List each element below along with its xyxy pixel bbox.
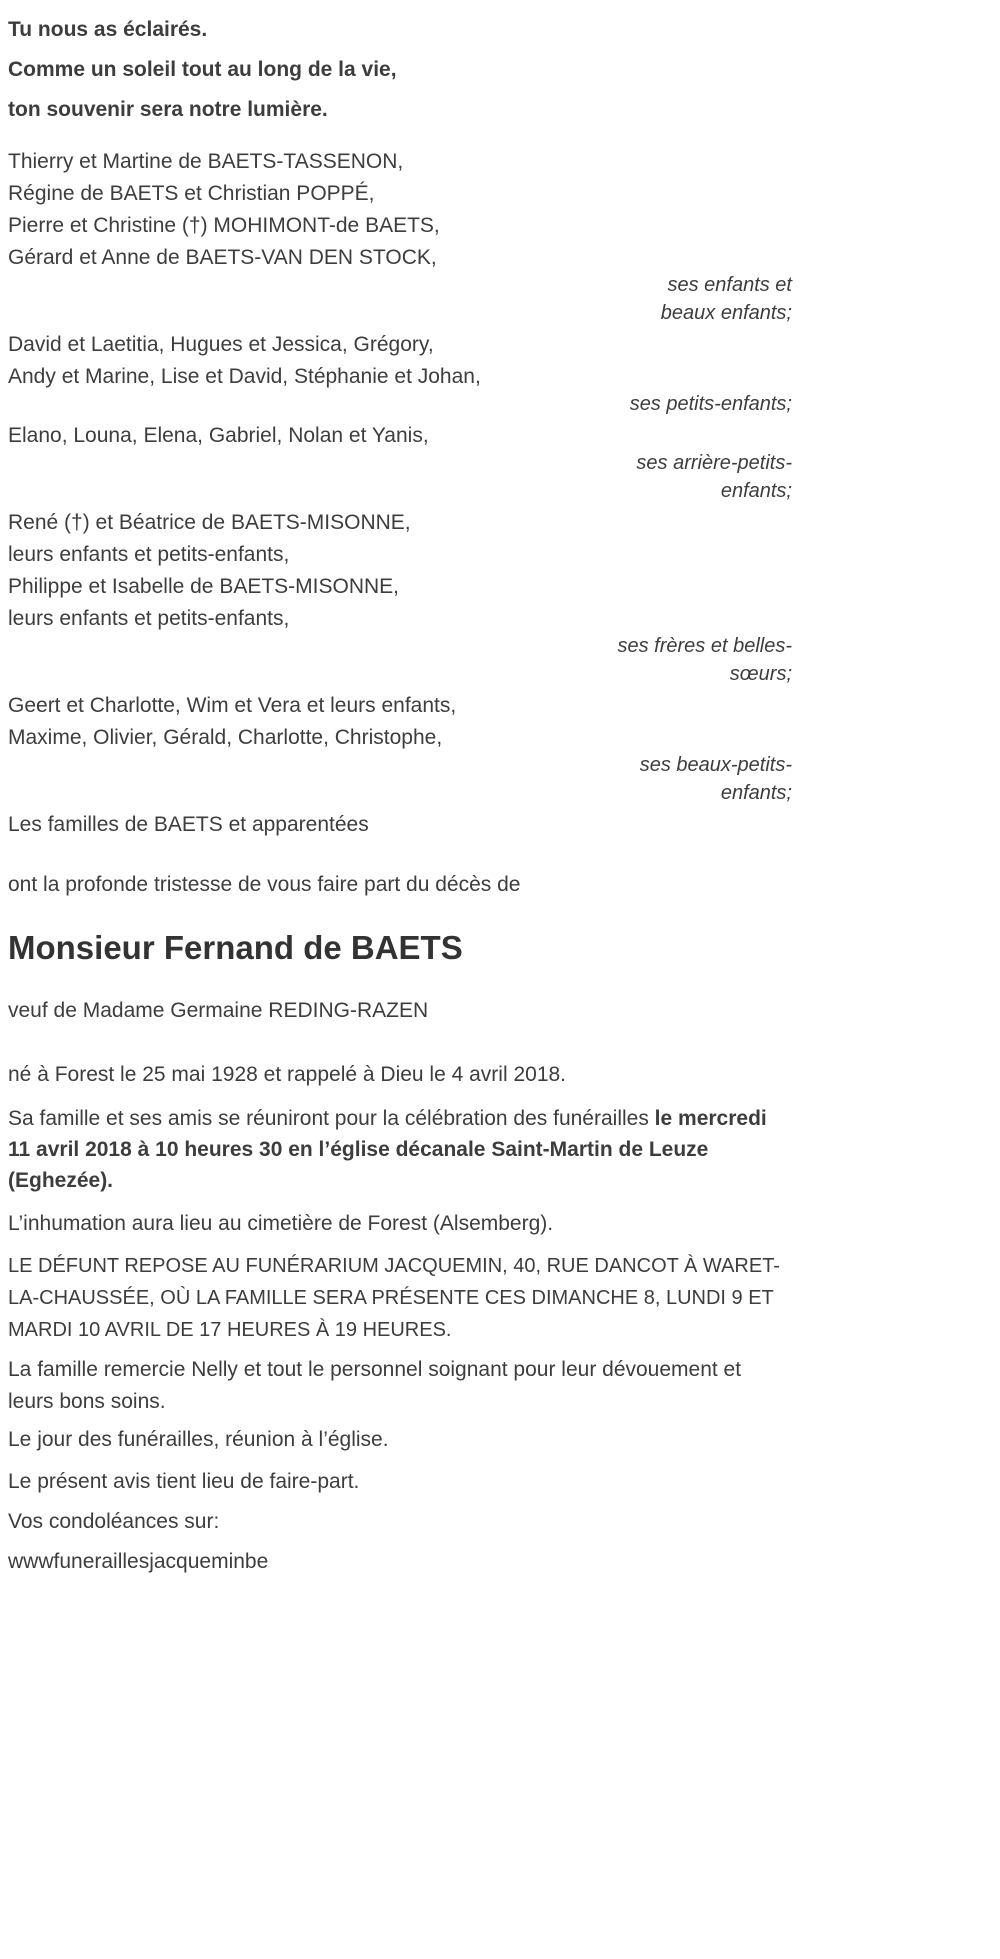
thanks-line: La famille remercie Nelly et tout le personnel soignant pour leur dévouement et leurs bons soins. — [8, 1358, 742, 1413]
relation-line: ses arrière-petits- — [636, 452, 792, 474]
reunion-line: Le jour des funérailles, réunion à l’église. — [8, 1428, 389, 1451]
life-dates-line: né à Forest le 25 mai 1928 et rappelé à Dieu le 4 avril 2018. — [8, 1063, 567, 1086]
repose-notice: LE DÉFUNT REPOSE AU FUNÉRARIUM JACQUEMIN, 40, RUE DANCOT À WARET-LA-CHAUSSÉE, OÙ LA FAMILLE SERA PRÉSENTE CES DIMANCHE 8, LUNDI 9 ET MARDI 10 AVRIL DE 17 HEURES À 19 HEURES. — [8, 1255, 780, 1341]
family-member-line: Elano, Louna, Elena, Gabriel, Nolan et Yanis, — [8, 424, 429, 447]
family-member-line: Maxime, Olivier, Gérald, Charlotte, Christophe, — [8, 726, 443, 749]
family-member-line: leurs enfants et petits-enfants, — [8, 543, 290, 566]
relation-label-grandchildren — [8, 390, 792, 418]
family-member-line: David et Laetitia, Hugues et Jessica, Grégory, — [8, 333, 434, 356]
announcement-intro: ont la profonde tristesse de vous faire part du décès de — [8, 873, 521, 896]
epigraph-line-1: Tu nous as éclairés. — [8, 18, 208, 41]
relation-line: sœurs; — [729, 663, 792, 685]
relation-line: ses petits-enfants; — [629, 393, 792, 415]
relation-line: ses beaux-petits- — [639, 754, 792, 776]
family-member-line: leurs enfants et petits-enfants, — [8, 607, 290, 630]
family-list — [8, 146, 792, 841]
notice-content — [8, 10, 792, 1578]
relation-label-siblings — [8, 632, 792, 688]
widower-line: veuf de Madame Germaine REDING-RAZEN — [8, 999, 429, 1022]
epigraph-verse — [8, 10, 792, 130]
relation-line: ses enfants et — [667, 274, 792, 296]
burial-line: L’inhumation aura lieu au cimetière de Forest (Alsemberg). — [8, 1212, 554, 1235]
family-member-line: Thierry et Martine de BAETS-TASSENON, — [8, 150, 404, 173]
family-group-great-grandchildren — [8, 420, 792, 505]
relation-line: enfants; — [720, 480, 792, 502]
notice-line: Le présent avis tient lieu de faire-part. — [8, 1470, 360, 1493]
epigraph-line-2: Comme un soleil tout au long de la vie, — [8, 58, 397, 81]
family-member-line: Geert et Charlotte, Wim et Vera et leurs enfants, — [8, 694, 457, 717]
relation-label-great-grandchildren — [8, 449, 792, 505]
family-group-siblings — [8, 507, 792, 688]
family-member-line: René (†) et Béatrice de BAETS-MISONNE, — [8, 511, 411, 534]
epigraph-line-3: ton souvenir sera notre lumière. — [8, 98, 328, 121]
family-member-line: Gérard et Anne de BAETS-VAN DEN STOCK, — [8, 246, 437, 269]
condolences-label: Vos condoléances sur: — [8, 1510, 220, 1533]
funeral-text-bold: le mercredi 11 avril 2018 à 10 heures 30 en l’église décanale Saint-Martin de Leuze (Eghezée). — [8, 1107, 767, 1192]
deceased-name: Monsieur Fernand de BAETS — [8, 929, 463, 966]
funeral-announcement — [8, 1103, 792, 1196]
family-closing-line: Les familles de BAETS et apparentées — [8, 813, 369, 836]
family-group-children — [8, 146, 792, 327]
website-line: wwwfuneraillesjacqueminbe — [8, 1550, 269, 1573]
family-member-line: Pierre et Christine (†) MOHIMONT-de BAETS, — [8, 214, 440, 237]
family-member-line: Régine de BAETS et Christian POPPÉ, — [8, 182, 375, 205]
relation-line: beaux enfants; — [660, 302, 792, 324]
relation-label-step-grandchildren — [8, 751, 792, 807]
family-group-step-grandchildren — [8, 690, 792, 807]
family-member-line: Philippe et Isabelle de BAETS-MISONNE, — [8, 575, 400, 598]
relation-label-children — [8, 271, 792, 327]
relation-line: enfants; — [720, 782, 792, 804]
family-group-grandchildren — [8, 329, 792, 418]
funeral-text-normal: Sa famille et ses amis se réuniront pour la célébration des funérailles — [8, 1107, 649, 1130]
relation-line: ses frères et belles- — [617, 635, 792, 657]
family-member-line: Andy et Marine, Lise et David, Stéphanie et Johan, — [8, 365, 481, 388]
